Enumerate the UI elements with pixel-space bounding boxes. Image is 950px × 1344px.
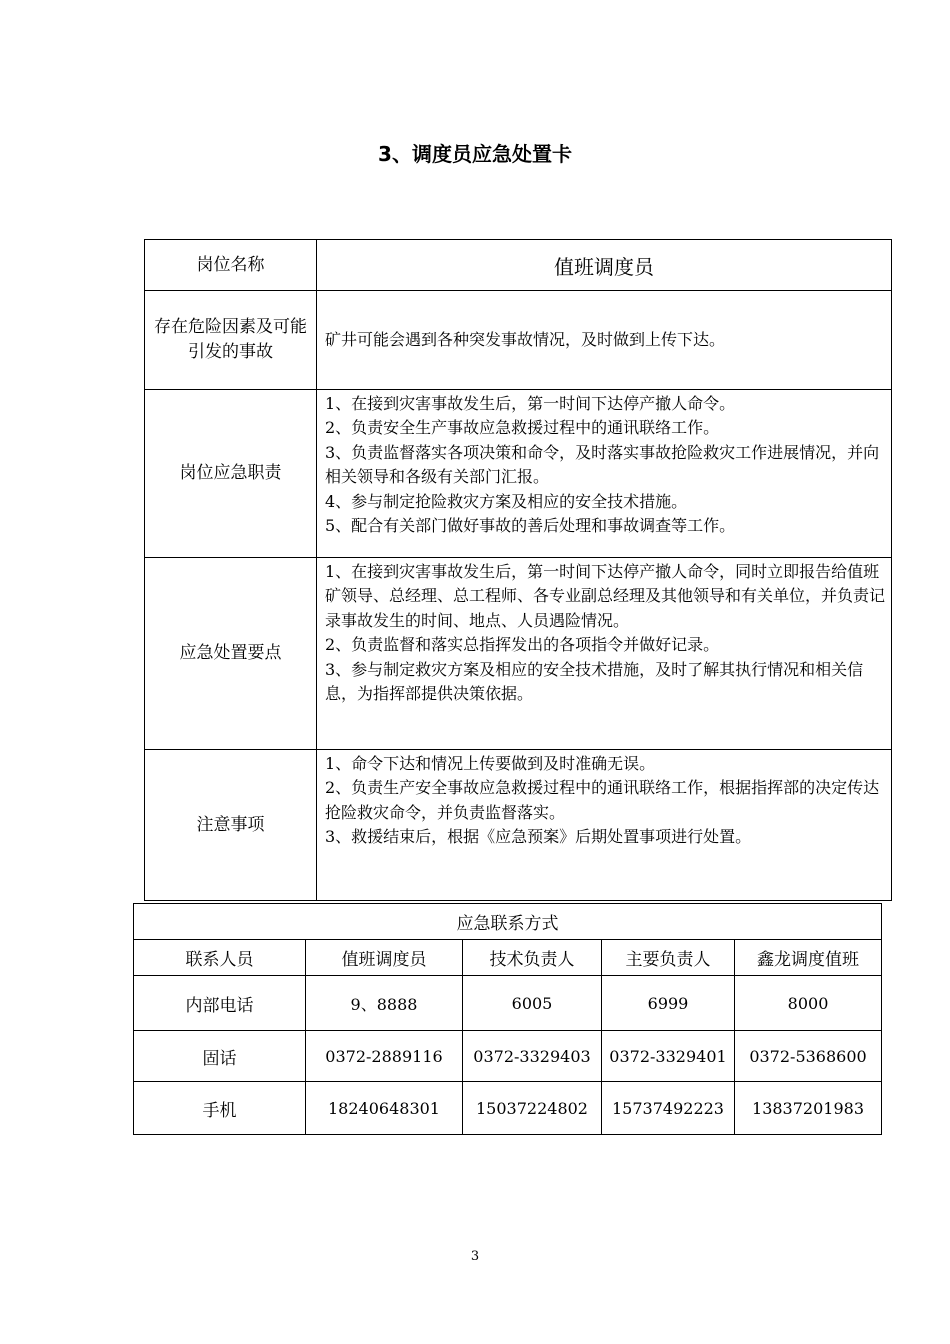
page-title: 3、调度员应急处置卡 [378,142,572,166]
note-item: 2、负责生产安全事故应急救援过程中的通讯联络工作，根据指挥部的决定传达抢险救灾命令，并负责监督落实。 [325,778,880,822]
hazards-label: 存在危险因素及可能引发的事故 [145,291,317,390]
table-cell: 8000 [735,976,882,1031]
contacts-title-row [134,904,882,940]
duties-label: 岗位应急职责 [145,390,317,558]
points-label: 应急处置要点 [145,558,317,750]
notes-row [145,750,892,901]
post-name-value: 值班调度员 [317,240,892,291]
duties-list [317,390,892,558]
duty-item: 5、配合有关部门做好事故的善后处理和事故调查等工作。 [325,516,736,536]
table-cell: 9、8888 [306,976,463,1031]
row-label: 内部电话 [134,976,306,1031]
header-cell: 鑫龙调度值班 [735,940,882,976]
point-item: 1、在接到灾害事故发生后，第一时间下达停产撤人命令，同时立即报告给值班矿领导、总经理、总工程师、各专业副总经理及其他领导和有关单位，并负责记录事故发生的时间、地点、人员遇险情况。 [325,562,886,630]
header-cell: 值班调度员 [306,940,463,976]
table-cell: 0372-3329403 [463,1031,602,1082]
point-item: 2、负责监督和落实总指挥发出的各项指令并做好记录。 [325,635,720,655]
note-item: 3、救援结束后，根据《应急预案》后期处置事项进行处置。 [325,827,752,847]
header-cell: 联系人员 [134,940,306,976]
point-item: 3、参与制定救灾方案及相应的安全技术措施，及时了解其执行情况和相关信息，为指挥部提供决策依据。 [325,659,864,704]
table-cell: 0372-5368600 [735,1031,882,1082]
points-list [317,558,892,750]
post-name-row [145,240,892,291]
row-label: 手机 [134,1082,306,1135]
emergency-card-table [144,239,892,901]
table-cell: 0372-2889116 [306,1031,463,1082]
table-cell: 0372-3329401 [602,1031,735,1082]
contacts-row-internal [134,976,882,1031]
note-item: 1、命令下达和情况上传要做到及时准确无误。 [325,754,656,773]
table-cell: 18240648301 [306,1082,463,1135]
contacts-row-landline [134,1031,882,1082]
duty-item: 1、在接到灾害事故发生后，第一时间下达停产撤人命令。 [325,394,736,413]
table-cell: 6005 [463,976,602,1031]
table-cell: 15737492223 [602,1082,735,1135]
duty-item: 2、负责安全生产事故应急救援过程中的通讯联络工作。 [325,418,720,438]
emergency-contacts-table [133,903,882,1135]
duty-item: 4、参与制定抢险救灾方案及相应的安全技术措施。 [325,491,688,511]
header-cell: 主要负责人 [602,940,735,976]
duties-row [145,390,892,558]
hazards-text: 矿井可能会遇到各种突发事故情况，及时做到上传下达。 [317,291,892,390]
page-number: 3 [470,1249,480,1264]
hazards-row [145,291,892,390]
table-cell: 15037224802 [463,1082,602,1135]
notes-label: 注意事项 [145,750,317,901]
duty-item: 3、负责监督落实各项决策和命令，及时落实事故抢险救灾工作进展情况，并向相关领导和各级有关部门汇报。 [325,442,880,487]
table-cell: 13837201983 [735,1082,882,1135]
points-row [145,558,892,750]
row-label: 固话 [134,1031,306,1082]
table-cell: 6999 [602,976,735,1031]
contacts-header-row [134,940,882,976]
contacts-row-mobile [134,1082,882,1135]
post-name-label: 岗位名称 [145,240,317,291]
header-cell: 技术负责人 [463,940,602,976]
notes-list [317,750,892,901]
contacts-title: 应急联系方式 [134,904,882,940]
